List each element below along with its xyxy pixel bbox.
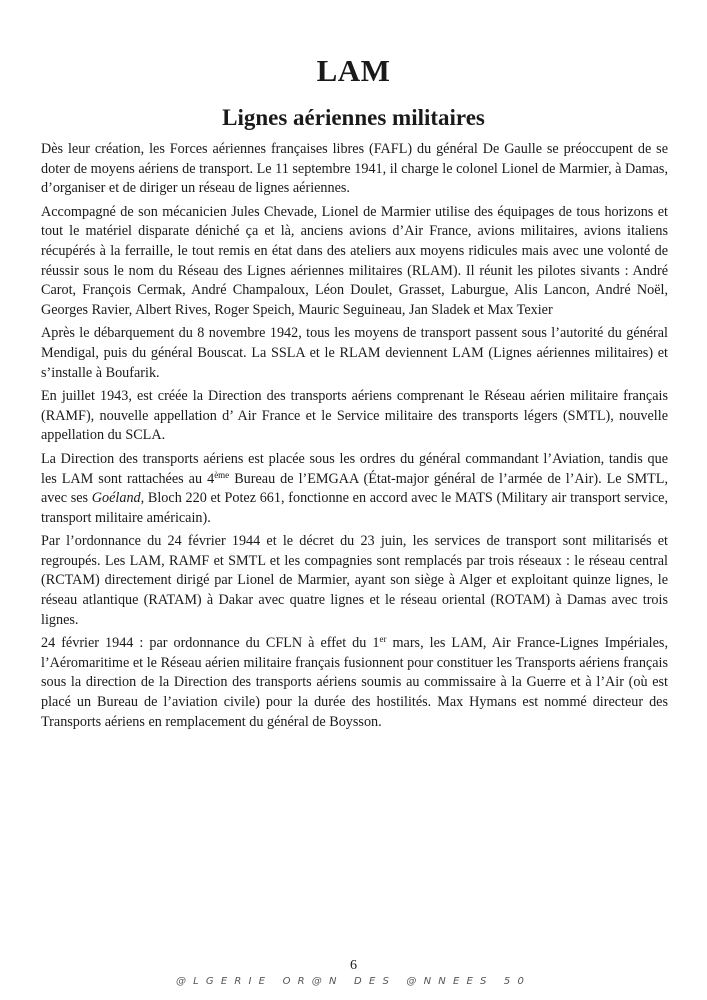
paragraph-4: En juillet 1943, est créée la Direction des transports aériens comprenant le Réseau aérien militaire français (RAMF), nouvelle appellation d’ Air France et le Service militaire des transports légers (SMTL), nouvelle appellation du SCLA.: [41, 388, 668, 444]
page-number: 6: [350, 958, 357, 973]
paragraph-5-part-1: La Direction des transports aériens est placée sous les ordres du général commandant l’Aviation, tandis que les LAM sont rattachées au 4: [41, 450, 668, 487]
paragraph-5-part-3: , Bloch 220 et Potez 661, fonctionne en accord avec le MATS (Military air transport service, transport militaire américain).: [41, 490, 668, 526]
paragraph-5-italic: Goéland: [91, 490, 141, 507]
paragraph-6: Par l’ordonnance du 24 février 1944 et le décret du 23 juin, les services de transport sont militarisés et regroupés. Les LAM, RAMF et SMTL et les compagnies sont remplacés par trois réseaux : le réseau central (RCTAM) directement dirigé par Lionel de Marmier, ayant son siège à Alger et exploitant quinze lignes, le réseau atlantique (RATAM) à Dakar avec quatre lignes et le réseau oriental (ROTAM) à Damas avec trois lignes.: [41, 533, 668, 628]
page-footer: @LGERIE OR@N DES @NNEES 50: [175, 976, 532, 987]
page-subtitle: Lignes aériennes militaires: [222, 105, 485, 131]
paragraph-5-superscript: ème: [214, 469, 230, 480]
paragraph-2: Accompagné de son mécanicien Jules Chevade, Lionel de Marmier utilise des équipages de tous horizons et tout le matériel disparate déniché ça et là, anciens avions d’Air France, avions militaires, avions italiens récupérés à la ferraille, le tout remis en état dans des ateliers aux moyens ridicules mais avec une volonté de réussir sous le nom du Réseau des Lignes aériennes militaires (RLAM). Il réunit les pilotes sivants : André Carot, François Cermak, André Champaloux, Léon Doulet, Grasset, Laburgue, Alis Lancon, André Noël, Georges Ravier, Albert Rives, Roger Speich, Mauric Seguineau, Jan Sladek et Max Texier: [41, 203, 668, 318]
paragraph-7-part-1: 24 février 1944 : par ordonnance du CFLN à effet du 1: [41, 635, 380, 652]
paragraph-7-part-2: mars, les LAM, Air France-Lignes Impériales, l’Aéromaritime et le Réseau aérien militaire français fusionnent pour constituer les Transports aériens français sous la direction de la Direction des transports aériens soumis au commissaire à la Guerre et à l’Air (où est placé un Bureau de l’aviation civile) pour la durée des hostilités. Max Hymans est nommé directeur des Transports aériens en remplacement du général de Boysson.: [41, 635, 668, 730]
page-title: LAM: [316, 52, 391, 88]
paragraph-7: [41, 634, 668, 732]
paragraph-5: [41, 450, 668, 528]
paragraph-7-superscript: er: [379, 634, 387, 645]
paragraph-3: Après le débarquement du 8 novembre 1942, tous les moyens de transport passent sous l’autorité du général Mendigal, puis du général Bouscat. La SSLA et le RLAM deviennent LAM (Lignes aériennes militaires) et s’installe à Boufarik.: [41, 325, 668, 381]
paragraph-5-part-2: Bureau de l’EMGAA (État-major général de l’armée de l’Air). Le SMTL, avec ses: [41, 470, 668, 507]
article-body: [41, 140, 668, 736]
paragraph-1: Dès leur création, les Forces aériennes françaises libres (FAFL) du général De Gaulle se préoccupent de se doter de moyens aériens de transport. Le 11 septembre 1941, il charge le colonel Lionel de Marmier, à Damas, d’organiser et de diriger un réseau de lignes aériennes.: [41, 141, 668, 197]
